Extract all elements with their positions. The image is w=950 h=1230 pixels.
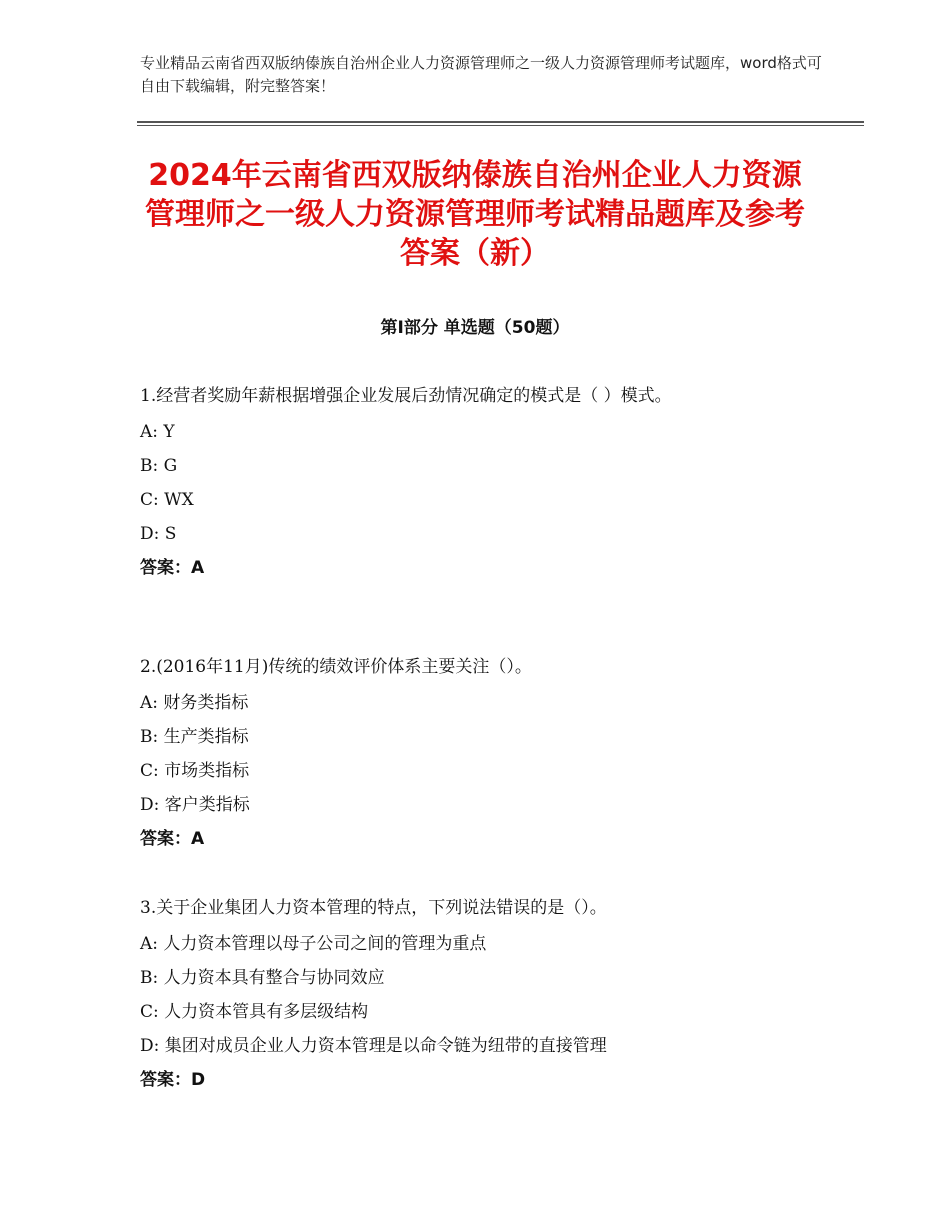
header-divider-thin <box>137 125 864 126</box>
option-a: A: 财务类指标 <box>140 693 249 713</box>
option-d: D: S <box>140 524 177 544</box>
option-b: B: 人力资本具有整合与协同效应 <box>140 968 385 988</box>
option-c: C: 市场类指标 <box>140 761 250 781</box>
section-title: 第Ⅰ部分 单选题（50题） <box>380 318 570 338</box>
question-stem: 2.(2016年11月)传统的绩效评价体系主要关注（）。 <box>140 657 532 677</box>
option-c: C: WX <box>140 490 194 510</box>
question-stem: 1.经营者奖励年薪根据增强企业发展后劲情况确定的模式是（ ）模式。 <box>140 386 672 406</box>
answer: 答案：D <box>140 1070 206 1090</box>
option-b: B: 生产类指标 <box>140 727 249 747</box>
question-2 <box>140 652 820 856</box>
header-divider-thick <box>137 121 864 123</box>
question-1 <box>140 381 820 585</box>
option-a: A: 人力资本管理以母子公司之间的管理为重点 <box>140 934 487 954</box>
answer: 答案：A <box>140 829 205 849</box>
option-c: C: 人力资本管具有多层级结构 <box>140 1002 369 1022</box>
option-d: D: 集团对成员企业人力资本管理是以命令链为纽带的直接管理 <box>140 1036 607 1056</box>
option-a: A: Y <box>140 422 175 442</box>
header-note: 专业精品云南省西双版纳傣族自治州企业人力资源管理师之一级人力资源管理师考试题库，word格式可自由下载编辑，附完整答案！ <box>140 54 822 95</box>
option-d: D: 客户类指标 <box>140 795 250 815</box>
question-3 <box>140 893 820 1097</box>
answer: 答案：A <box>140 558 205 578</box>
question-stem: 3.关于企业集团人力资本管理的特点，下列说法错误的是（）。 <box>140 898 607 918</box>
option-b: B: G <box>140 456 178 476</box>
document-title: 2024年云南省西双版纳傣族自治州企业人力资源管理师之一级人力资源管理师考试精品题库及参考答案（新） <box>145 158 805 271</box>
